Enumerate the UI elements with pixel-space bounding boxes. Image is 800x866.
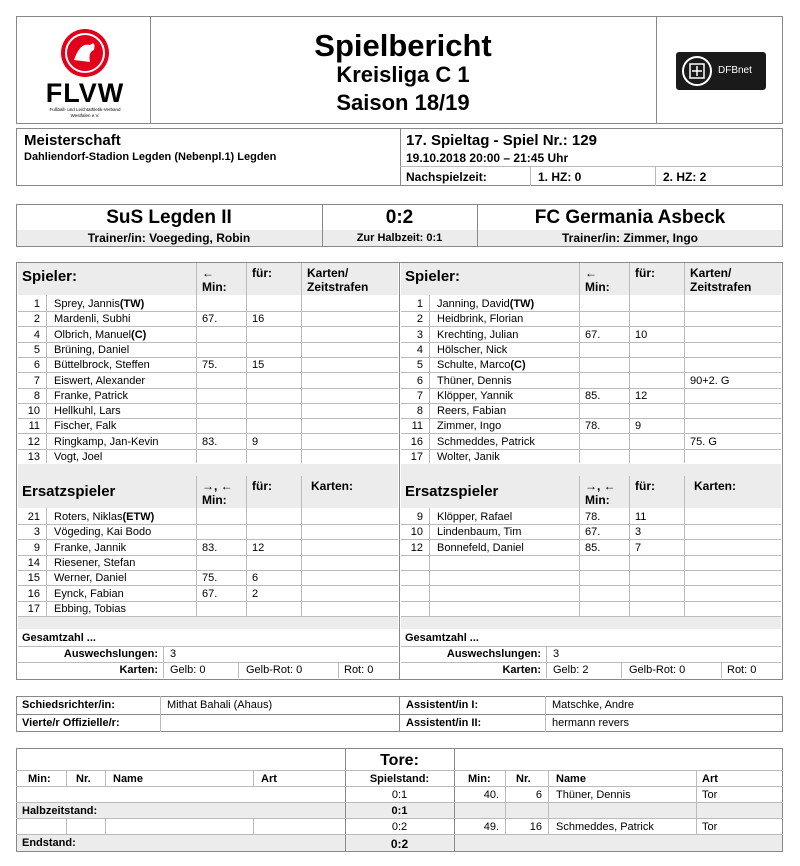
player-name-text: Schulte, Marco — [437, 359, 511, 372]
halftime-score: Zur Halbzeit: 0:1 — [356, 232, 443, 244]
player-name — [54, 359, 150, 371]
sub-number: 15 — [27, 572, 40, 585]
player-name — [54, 329, 146, 341]
away-lineup-column — [401, 263, 781, 679]
player-name — [54, 390, 128, 402]
goals-col-type-left: Art — [261, 773, 277, 785]
player-number: 11 — [411, 420, 423, 433]
assistant2-name: hermann revers — [552, 717, 630, 729]
goals-col-type-right: Art — [702, 773, 718, 785]
goal-2-nr: 16 — [529, 821, 542, 833]
player-name-text: Eiswert, Alexander — [54, 374, 146, 387]
sub-number: 12 — [410, 541, 423, 554]
flvw-logo-sub1: Fußball- und Leichtathletik-Verband — [49, 107, 121, 112]
away-subs-cards-header: Karten: — [694, 479, 737, 493]
referee-label: Schiedsrichter/in: — [22, 699, 115, 711]
fourth-official-label: Vierte/r Offizielle/r: — [22, 717, 120, 729]
player-name-text: Schmeddes, Patrick — [437, 435, 535, 448]
table-row — [401, 509, 779, 524]
datetime-label: 19.10.2018 20:00 – 21:45 Uhr — [406, 151, 569, 165]
player-cards: 90+2. G — [690, 374, 730, 387]
sub-minute: 78. — [585, 420, 601, 433]
assistant2-label: Assistent/in II: — [406, 717, 482, 729]
referee-name: Mithat Bahali (Ahaus) — [167, 699, 273, 711]
table-row — [401, 388, 779, 403]
away-cards-header-1: Karten/ — [690, 266, 732, 280]
player-number: 1 — [416, 298, 423, 310]
player-name — [437, 405, 506, 417]
goal-1-min: 40. — [483, 789, 499, 801]
sub-minute: 78. — [585, 511, 601, 523]
sub-name — [437, 511, 512, 523]
player-name — [437, 359, 526, 371]
away-cards-label: Karten: — [502, 664, 541, 676]
away-totals-label: Gesamtzahl ... — [405, 632, 479, 644]
final-label: Endstand: — [22, 837, 76, 849]
home-team-name: SuS Legden II — [106, 207, 232, 228]
goals-col-min-left: Min: — [28, 773, 51, 785]
sub-for: 9 — [635, 420, 642, 433]
player-name-text: Mardenli, Subhi — [54, 313, 131, 326]
away-cards-header-2: Zeitstrafen — [690, 280, 752, 294]
sub-for: 10 — [635, 328, 648, 341]
player-number: 4 — [416, 343, 423, 356]
table-row — [18, 327, 396, 342]
player-role-tag: (C) — [131, 328, 147, 341]
sub-for: 12 — [635, 389, 648, 402]
sub-minute: 75. — [202, 572, 218, 585]
sub-role-tag: (ETW) — [122, 511, 155, 523]
home-totals-label: Gesamtzahl ... — [22, 632, 96, 644]
table-row — [401, 357, 779, 372]
page-title: Spielbericht — [314, 28, 492, 63]
sub-name-text: Klöpper, Rafael — [437, 511, 513, 523]
player-name — [54, 420, 116, 432]
sub-for: 11 — [635, 511, 647, 523]
sub-number: 3 — [33, 526, 40, 539]
goals-col-min-right: Min: — [468, 773, 491, 785]
sub-minute: 85. — [585, 389, 601, 402]
player-name-text: Wolter, Janik — [437, 451, 500, 463]
player-number: 12 — [27, 435, 40, 448]
flvw-logo-text: FLVW — [45, 78, 125, 108]
table-row — [18, 373, 396, 388]
player-name-text: Janning, David — [437, 298, 510, 310]
first-half-extra: 1. HZ: 0 — [538, 170, 582, 184]
goals-col-nr-left: Nr. — [76, 773, 91, 785]
sub-for: 15 — [252, 359, 265, 372]
player-name — [437, 329, 518, 341]
away-subs-header: Ersatzspieler — [405, 483, 499, 500]
player-name — [437, 420, 501, 432]
sub-minute: 83. — [202, 435, 218, 448]
goal-1-name: Thüner, Dennis — [556, 789, 631, 801]
goal-1-type: Tor — [702, 789, 718, 801]
player-number: 6 — [416, 374, 423, 387]
table-row — [401, 311, 779, 326]
goals-title: Tore: — [380, 752, 419, 769]
sub-name-text: Riesener, Stefan — [54, 556, 136, 569]
sub-name — [54, 526, 151, 538]
player-name-text: Vogt, Joel — [54, 451, 103, 463]
home-subs-count-label: Auswechslungen: — [63, 648, 158, 660]
halftime-value: 0:1 — [391, 805, 408, 817]
table-row — [18, 357, 396, 372]
sub-minute: 83. — [202, 541, 218, 554]
sub-number: 21 — [27, 511, 40, 523]
table-row — [18, 403, 396, 418]
player-number: 11 — [28, 420, 40, 433]
away-players-header: Spieler: — [405, 268, 461, 285]
table-row — [401, 403, 779, 418]
flvw-logo-sub2: Westfalen e.V. — [70, 113, 100, 118]
sub-minute: 67. — [585, 526, 601, 539]
home-cards-header-1: Karten/ — [307, 266, 349, 280]
dfb-emblem-icon — [680, 54, 714, 88]
sub-for: 6 — [252, 572, 259, 585]
goal-2-type: Tor — [702, 821, 718, 833]
table-row — [18, 524, 396, 539]
away-subs-count-label: Auswechslungen: — [446, 648, 541, 660]
away-trainer: Trainer/in: Zimmer, Ingo — [561, 231, 699, 245]
goals-col-nr-right: Nr. — [516, 773, 531, 785]
home-yellowred-count: Gelb-Rot: 0 — [246, 664, 303, 676]
player-number: 2 — [33, 313, 40, 326]
sub-name-text: Franke, Jannik — [54, 541, 127, 554]
sub-name — [54, 542, 126, 554]
away-min-header: Min: — [585, 280, 610, 294]
venue-label: Dahliendorf-Stadion Legden (Nebenpl.1) Legden — [24, 151, 277, 163]
home-subs-cards-header: Karten: — [311, 479, 354, 493]
home-trainer: Trainer/in: Voegeding, Robin — [87, 231, 251, 245]
away-team-name: FC Germania Asbeck — [534, 207, 726, 228]
player-name — [437, 436, 535, 448]
flvw-logo — [30, 20, 140, 120]
player-name — [54, 344, 129, 356]
player-name-text: Fischer, Falk — [54, 420, 117, 433]
final-value: 0:2 — [390, 837, 409, 851]
table-row — [401, 524, 779, 539]
away-min-arrow: ← — [585, 266, 597, 280]
sub-for: 2 — [252, 587, 259, 600]
table-row — [18, 418, 396, 433]
player-number: 1 — [33, 298, 40, 310]
table-row — [401, 327, 779, 342]
goal-2-score: 0:2 — [391, 821, 408, 833]
player-name — [437, 390, 513, 402]
sub-for: 9 — [252, 435, 259, 448]
away-subs-min-header: Min: — [585, 493, 610, 507]
sub-name-text: Roters, Niklas — [54, 511, 123, 523]
table-row — [18, 296, 396, 311]
table-row — [401, 342, 779, 357]
player-name-text: Klöpper, Yannik — [437, 389, 514, 402]
sub-for: 7 — [635, 541, 642, 554]
table-row — [401, 434, 779, 449]
home-red-count: Rot: 0 — [344, 664, 374, 676]
sub-minute: 67. — [202, 587, 218, 600]
player-name — [437, 451, 500, 463]
sub-name-text: Vögeding, Kai Bodo — [54, 526, 152, 539]
home-subs-for-header: für: — [252, 479, 272, 493]
player-name — [54, 298, 144, 310]
home-subs-count: 3 — [170, 648, 177, 660]
second-half-extra: 2. HZ: 2 — [663, 170, 707, 184]
extra-time-label: Nachspielzeit: — [406, 170, 487, 184]
player-name-text: Krechting, Julian — [437, 328, 519, 341]
sub-name — [54, 511, 154, 523]
player-name-text: Olbrich, Manuel — [54, 328, 132, 341]
sub-number: 9 — [33, 541, 40, 554]
player-role-tag: (TW) — [509, 298, 535, 310]
halftime-label: Halbzeitstand: — [22, 805, 98, 817]
player-number: 8 — [33, 389, 40, 402]
player-number: 17 — [410, 451, 423, 463]
player-number: 8 — [416, 405, 423, 418]
player-name-text: Hellkuhl, Lars — [54, 405, 121, 418]
player-number: 4 — [33, 328, 40, 341]
player-name-text: Heidbrink, Florian — [437, 313, 524, 326]
table-row — [18, 570, 396, 585]
flvw-shield-icon — [30, 20, 140, 86]
table-row — [18, 555, 396, 570]
competition-label: Meisterschaft — [24, 132, 121, 149]
table-row — [401, 373, 779, 388]
player-role-tag: (C) — [510, 359, 526, 372]
table-row — [18, 388, 396, 403]
sub-name — [54, 588, 124, 600]
player-name — [54, 436, 159, 448]
sub-minute: 75. — [202, 359, 218, 372]
table-row — [18, 586, 396, 601]
player-name-text: Reers, Fabian — [437, 405, 507, 418]
sub-number: 10 — [410, 526, 423, 539]
goal-1-score: 0:1 — [391, 789, 408, 801]
player-name — [54, 375, 145, 387]
player-name — [54, 451, 102, 463]
away-subs-count: 3 — [553, 648, 560, 660]
sub-minute: 67. — [585, 328, 601, 341]
table-row — [401, 296, 779, 311]
player-name — [437, 313, 523, 325]
table-row — [18, 311, 396, 326]
table-row — [18, 434, 396, 449]
player-name-text: Hölscher, Nick — [437, 343, 508, 356]
sub-for: 16 — [252, 313, 265, 326]
away-yellowred-count: Gelb-Rot: 0 — [629, 664, 686, 676]
player-name-text: Franke, Patrick — [54, 389, 128, 402]
home-min-header: Min: — [202, 280, 227, 294]
player-role-tag: (TW) — [119, 298, 145, 310]
player-number: 7 — [416, 389, 423, 402]
away-for-header: für: — [635, 266, 655, 280]
away-yellow-count: Gelb: 2 — [553, 664, 589, 676]
table-row — [18, 540, 396, 555]
home-for-header: für: — [252, 266, 272, 280]
sub-number: 9 — [416, 511, 423, 523]
sub-name-text: Ebbing, Tobias — [54, 602, 126, 615]
player-number: 13 — [27, 451, 40, 463]
sub-name — [437, 542, 524, 554]
player-name-text: Ringkamp, Jan-Kevin — [54, 435, 159, 448]
goal-2-name: Schmeddes, Patrick — [556, 821, 654, 833]
player-name-text: Sprey, Jannis — [54, 298, 120, 310]
sub-number: 16 — [27, 587, 40, 600]
home-yellow-count: Gelb: 0 — [170, 664, 206, 676]
sub-name — [54, 603, 126, 615]
goal-1-nr: 6 — [535, 789, 542, 801]
home-subs-header: Ersatzspieler — [22, 483, 116, 500]
player-name-text: Thüner, Dennis — [437, 374, 512, 387]
sub-name-text: Eynck, Fabian — [54, 587, 124, 600]
player-number: 16 — [410, 435, 423, 448]
sub-name — [54, 557, 135, 569]
player-number: 2 — [416, 313, 423, 326]
home-players-header: Spieler: — [22, 268, 78, 285]
sub-number: 14 — [27, 556, 40, 569]
goals-col-score: Spielstand: — [369, 773, 430, 785]
table-row — [401, 418, 779, 433]
player-number: 10 — [27, 405, 40, 418]
home-subs-arrows: →, ← — [202, 479, 233, 493]
sub-name-text: Werner, Daniel — [54, 572, 127, 585]
sub-number: 17 — [27, 602, 40, 615]
player-name — [54, 313, 130, 325]
away-red-count: Rot: 0 — [727, 664, 757, 676]
home-cards-label: Karten: — [119, 664, 158, 676]
home-lineup-column — [18, 263, 398, 679]
away-subs-arrows: →, ← — [585, 479, 616, 493]
sub-minute: 67. — [202, 313, 218, 326]
table-row — [401, 540, 779, 555]
player-name — [437, 298, 534, 310]
goal-2-min: 49. — [483, 821, 499, 833]
home-subs-min-header: Min: — [202, 493, 227, 507]
final-score: 0:2 — [385, 207, 414, 228]
season-title: Saison 18/19 — [336, 90, 470, 115]
player-cards: 75. G — [690, 435, 717, 448]
table-row — [18, 509, 396, 524]
player-name — [437, 375, 512, 387]
matchday-label: 17. Spieltag - Spiel Nr.: 129 — [406, 132, 597, 149]
goals-col-name-right: Name — [556, 773, 586, 785]
dfbnet-logo-text: DFBnet — [718, 65, 752, 76]
player-number: 5 — [33, 343, 40, 356]
player-name-text: Zimmer, Ingo — [437, 420, 502, 433]
assistant1-name: Matschke, Andre — [552, 699, 634, 711]
table-row — [18, 601, 396, 616]
table-row — [18, 449, 396, 464]
sub-minute: 85. — [585, 541, 601, 554]
sub-for: 3 — [635, 526, 642, 539]
player-number: 7 — [33, 374, 40, 387]
table-row — [401, 449, 779, 464]
league-title: Kreisliga C 1 — [336, 62, 470, 87]
player-number: 5 — [416, 359, 423, 372]
home-cards-header-2: Zeitstrafen — [307, 280, 369, 294]
sub-name-text: Lindenbaum, Tim — [437, 526, 522, 539]
sub-name — [437, 526, 521, 538]
table-row — [18, 342, 396, 357]
player-number: 6 — [33, 359, 40, 372]
sub-for: 12 — [252, 541, 265, 554]
goals-col-name-left: Name — [113, 773, 143, 785]
away-subs-for-header: für: — [635, 479, 655, 493]
home-min-arrow: ← — [202, 266, 214, 280]
player-number: 3 — [416, 328, 423, 341]
sub-name — [54, 572, 127, 584]
assistant1-label: Assistent/in I: — [406, 699, 479, 711]
player-name-text: Brüning, Daniel — [54, 343, 130, 356]
player-name-text: Büttelbrock, Steffen — [54, 359, 150, 372]
player-name — [437, 344, 507, 356]
sub-name-text: Bonnefeld, Daniel — [437, 541, 524, 554]
player-name — [54, 405, 121, 417]
dfbnet-logo — [676, 52, 766, 90]
